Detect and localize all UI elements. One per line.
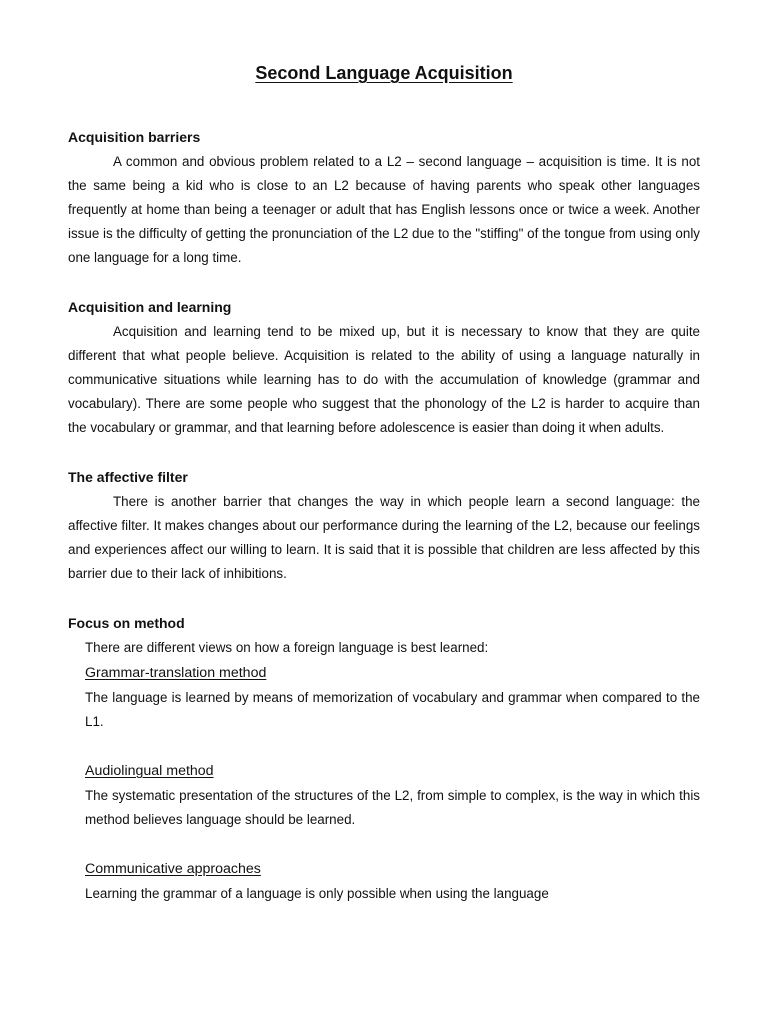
section-heading: The affective filter: [68, 469, 188, 485]
method-description: Learning the grammar of a language is only possible when using the language: [85, 886, 549, 901]
method-communicative: [85, 858, 700, 906]
section-heading: Acquisition and learning: [68, 299, 232, 315]
method-title: Communicative approaches: [85, 861, 261, 877]
section-paragraph: A common and obvious problem related to a L2 – second language – acquisition is time. It is not the same being a kid who is close to an L2 because of having parents who speak other languages frequently at home than being a teenager or adult that has English lessons once or twice a week. Another issue is the difficulty of getting the pronunciation of the L2 due to the "stiffing" of the tongue from using only one language for a long time.: [68, 154, 700, 265]
section-paragraph: Acquisition and learning tend to be mixed up, but it is necessary to know that they are quite different that what people believe. Acquisition is related to the ability of using a language naturally in communicative situations while learning has to do with the accumulation of knowledge (grammar and vocabulary). There are some people who suggest that the phonology of the L2 is harder to acquire than the vocabulary or grammar, and that learning before adolescence is easier than doing it when adults.: [68, 324, 700, 435]
section-affective-filter: [68, 466, 700, 586]
method-audiolingual: [85, 760, 700, 832]
method-grammar-translation: [85, 662, 700, 734]
method-title: Grammar-translation method: [85, 665, 267, 681]
section-acquisition-barriers: [68, 126, 700, 270]
section-focus-on-method: [68, 612, 700, 906]
method-list: [68, 636, 700, 906]
section-acquisition-and-learning: [68, 296, 700, 440]
method-intro: There are different views on how a foreign language is best learned:: [85, 640, 489, 655]
method-description: The language is learned by means of memorization of vocabulary and grammar when compared to the L1.: [85, 690, 700, 729]
section-heading: Acquisition barriers: [68, 129, 201, 145]
section-paragraph: There is another barrier that changes the way in which people learn a second language: the affective filter. It makes changes about our performance during the learning of the L2, because our feelings and experiences affect our willing to learn. It is said that it is possible that children are less affected by this barrier due to their lack of inhibitions.: [68, 494, 700, 581]
section-heading: Focus on method: [68, 615, 185, 631]
method-title: Audiolingual method: [85, 763, 214, 779]
document-title: Second Language Acquisition: [255, 63, 513, 83]
method-description: The systematic presentation of the structures of the L2, from simple to complex, is the way in which this method believes language should be learned.: [85, 788, 700, 827]
